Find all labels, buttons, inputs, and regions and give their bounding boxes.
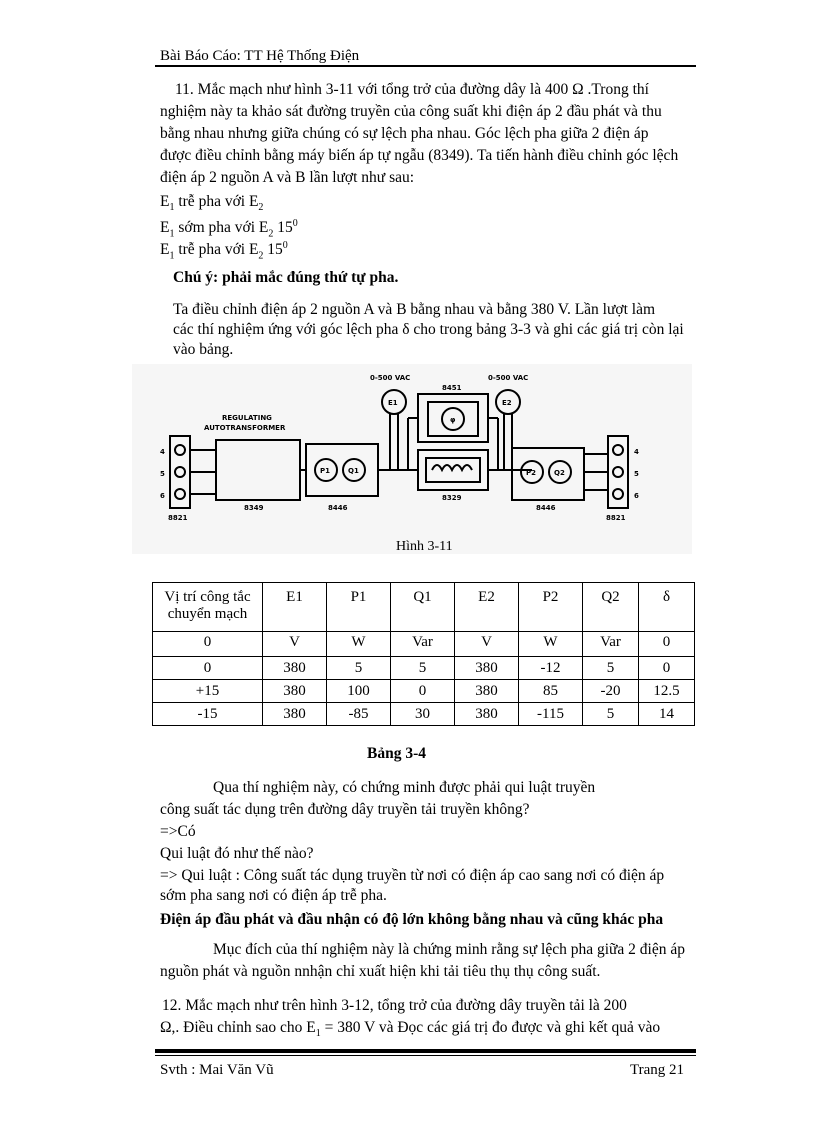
para11-line2: nghiệm này ta khảo sát đường truyền của công suất khi điện áp 2 đầu phát và thu xyxy=(160,103,662,120)
table-cell: 380 xyxy=(455,657,519,680)
p1-label: P1 xyxy=(320,467,331,475)
case-line2: $E_1$ sớm pha với $E_2$ $15^0$ xyxy=(160,218,298,240)
table-cell: +15 xyxy=(153,680,263,703)
para12-line2: Ω,. Điều chỉnh sao cho $E_1 = 380$ V và Đọc các giá trị đo được và ghi kết quả vào xyxy=(160,1019,661,1040)
table-row xyxy=(153,680,695,703)
table-unit-row xyxy=(153,632,695,657)
phase-order-note: Chú ý: phải mắc đúng thứ tự pha. xyxy=(173,269,399,286)
table-cell: 0 xyxy=(391,680,455,703)
purpose-line1: Mục đích của thí nghiệm này là chứng minh rằng sự lệch pha giữa 2 điện áp xyxy=(213,941,685,958)
table-cell: -85 xyxy=(327,703,391,726)
page-header: Bài Báo Cáo: TT Hệ Thống Điện xyxy=(160,48,360,64)
table-row xyxy=(153,657,695,680)
terminal-6-left: 6 xyxy=(160,492,165,500)
right-terminal-block xyxy=(608,436,628,508)
table-cell: 0 xyxy=(639,657,695,680)
unit-cell: Var xyxy=(583,632,639,657)
header-rule xyxy=(155,65,696,67)
p2-label: P2 xyxy=(526,469,537,477)
para11-line4: được điều chỉnh bằng máy biến áp tự ngẫu (8349). Ta tiến hành điều chỉnh góc lệch xyxy=(160,147,679,164)
right-meter-box xyxy=(512,448,584,500)
header-cell: P2 xyxy=(519,583,583,632)
table-cell: 5 xyxy=(583,657,639,680)
table-cell: 5 xyxy=(391,657,455,680)
e1-label: E1 xyxy=(388,399,398,407)
para11-line1: 11. Mắc mạch như hình 3-11 với tổng trở của đường dây là 400 Ω .Trong thí xyxy=(175,81,649,98)
para12-line1: 12. Mắc mạch như trên hình 3-12, tổng trở của đường dây truyền tải là 200 xyxy=(162,997,627,1014)
table-cell: 5 xyxy=(327,657,391,680)
autotransformer-label-1: REGULATING xyxy=(222,414,272,422)
question1-line1: Qua thí nghiệm này, có chứng minh được phải qui luật truyền xyxy=(213,779,596,796)
left-meter-code: 8446 xyxy=(328,504,348,512)
table-cell: 30 xyxy=(391,703,455,726)
terminal-5-right: 5 xyxy=(634,470,639,478)
unit-cell: 0 xyxy=(639,632,695,657)
footer-rule-thin xyxy=(155,1055,696,1056)
header-cell: E2 xyxy=(455,583,519,632)
phase-meter-code: 8451 xyxy=(442,384,462,392)
left-terminal-block xyxy=(170,436,190,508)
para11-line5: điện áp 2 nguồn A và B lần lượt như sau: xyxy=(160,169,415,186)
q1-label: Q1 xyxy=(348,467,359,475)
case-line1: $E_1$ trễ pha với $E_2$ xyxy=(160,193,264,214)
unit-cell: 0 xyxy=(153,632,263,657)
unit-cell: W xyxy=(519,632,583,657)
circuit-diagram xyxy=(132,364,692,554)
meter-range-left: 0-500 VAC xyxy=(370,374,411,382)
table-cell: -12 xyxy=(519,657,583,680)
table-cell: 0 xyxy=(153,657,263,680)
table-cell: -115 xyxy=(519,703,583,726)
e2-label: E2 xyxy=(502,399,512,407)
terminal-4-left: 4 xyxy=(160,448,165,456)
header-cell: Vị trí công tắc chuyển mạch xyxy=(153,583,263,632)
answer2-line2: sớm pha sang nơi có điện áp trễ pha. xyxy=(160,887,387,904)
autotransformer-label-2: AUTOTRANSFORMER xyxy=(204,424,286,432)
answer1: =>Có xyxy=(160,823,196,840)
table-cell: 14 xyxy=(639,703,695,726)
header-cell: E1 xyxy=(263,583,327,632)
right-meter-code: 8446 xyxy=(536,504,556,512)
table-cell: -15 xyxy=(153,703,263,726)
table-caption: Bảng 3-4 xyxy=(367,745,426,762)
unit-cell: V xyxy=(455,632,519,657)
header-cell: Q1 xyxy=(391,583,455,632)
table-cell: 85 xyxy=(519,680,583,703)
footer-rule xyxy=(155,1049,696,1053)
meter-range-right: 0-500 VAC xyxy=(488,374,529,382)
section-title: Điện áp đầu phát và đầu nhận có độ lớn không bằng nhau và cũng khác pha xyxy=(160,911,664,928)
intro-line3: vào bảng. xyxy=(173,341,234,358)
header-cell: δ xyxy=(639,583,695,632)
results-table xyxy=(152,582,695,726)
table-cell: 100 xyxy=(327,680,391,703)
table-cell: 380 xyxy=(455,703,519,726)
answer2-line1: => Qui luật : Công suất tác dụng truyền từ nơi có điện áp cao sang nơi có điện áp xyxy=(160,867,665,884)
table-cell: 380 xyxy=(455,680,519,703)
intro-line1: Ta điều chỉnh điện áp 2 nguồn A và B bằng nhau và bằng 380 V. Lần lượt làm xyxy=(173,301,656,318)
table-cell: 5 xyxy=(583,703,639,726)
question1-line2: công suất tác dụng trên đường dây truyền tải truyền không? xyxy=(160,801,530,818)
table-cell: 12.5 xyxy=(639,680,695,703)
table-cell: 380 xyxy=(263,703,327,726)
header-cell: P1 xyxy=(327,583,391,632)
table-cell: -20 xyxy=(583,680,639,703)
question2: Qui luật đó như thế nào? xyxy=(160,845,314,862)
table-row xyxy=(153,703,695,726)
unit-cell: Var xyxy=(391,632,455,657)
terminal-6-right: 6 xyxy=(634,492,639,500)
left-terminal-code: 8821 xyxy=(168,514,188,522)
intro-line2: các thí nghiệm ứng với góc lệch pha δ cho trong bảng 3-3 và ghi các giá trị còn lại xyxy=(173,321,684,338)
unit-cell: W xyxy=(327,632,391,657)
case-line3: $E_1$ trễ pha với $E_2$ $15^0$ xyxy=(160,240,288,262)
purpose-line2: nguồn phát và nguồn nnhận chỉ xuất hiện khi tải tiêu thụ thụ công suất. xyxy=(160,963,601,980)
header-cell: Q2 xyxy=(583,583,639,632)
footer-author: Svth : Mai Văn Vũ xyxy=(160,1062,274,1078)
unit-cell: V xyxy=(263,632,327,657)
figure-caption: Hình 3-11 xyxy=(396,539,453,554)
phase-meter-symbol: φ xyxy=(450,416,456,424)
para11-line3: bằng nhau nhưng giữa chúng có sự lệch pha nhau. Góc lệch pha giữa 2 điện áp xyxy=(160,125,649,142)
right-terminal-code: 8821 xyxy=(606,514,626,522)
page-number: Trang 21 xyxy=(630,1062,685,1078)
line-code: 8329 xyxy=(442,494,462,502)
autotransformer-box xyxy=(216,440,300,500)
q2-label: Q2 xyxy=(554,469,565,477)
table-header-row xyxy=(153,583,695,632)
terminal-5-left: 5 xyxy=(160,470,165,478)
autotransformer-code: 8349 xyxy=(244,504,264,512)
terminal-4-right: 4 xyxy=(634,448,639,456)
table-cell: 380 xyxy=(263,657,327,680)
table-cell: 380 xyxy=(263,680,327,703)
